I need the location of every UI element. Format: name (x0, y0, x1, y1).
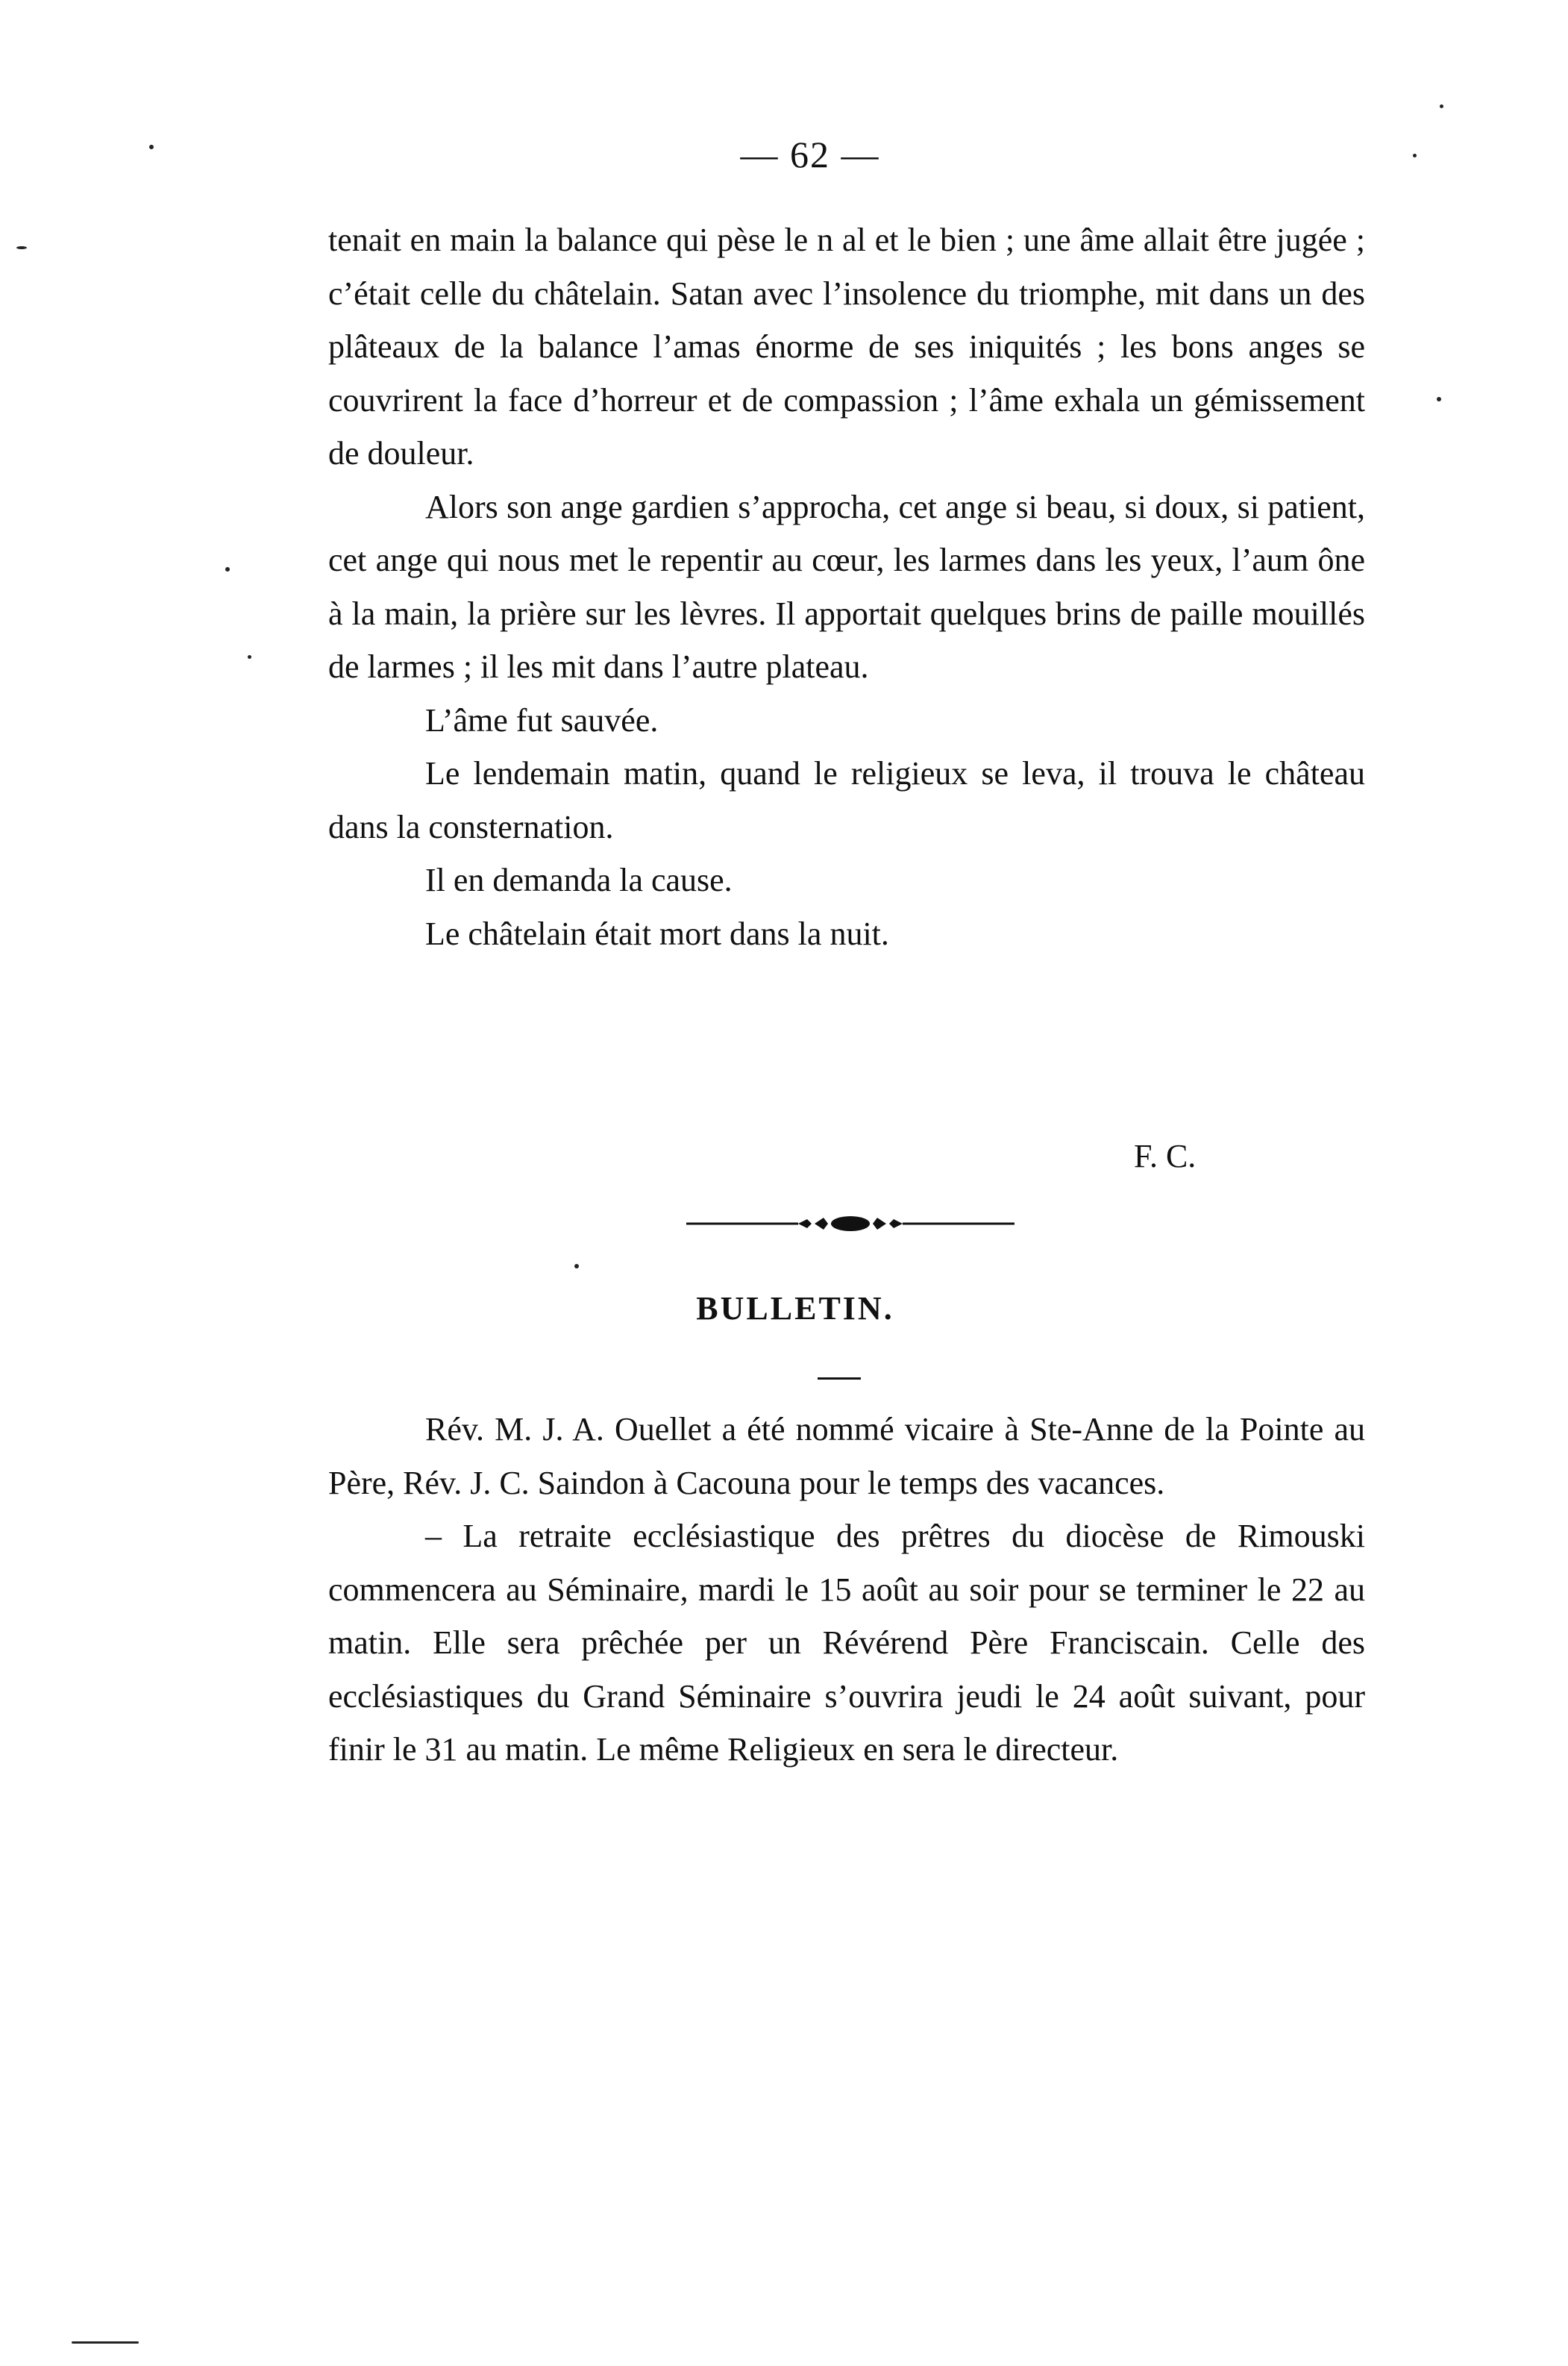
scan-speck (248, 655, 251, 659)
bulletin-paragraph: Rév. M. J. A. Ouellet a été nommé vicaire à Ste-Anne de la Pointe au Père, Rév. J. C. Saindon à Cacouna pour le temps des vacances. (328, 1411, 1365, 1501)
heading-rule (818, 1377, 861, 1380)
page-number: — 62 — (740, 134, 880, 175)
scan-speck (149, 145, 154, 149)
story-text (328, 213, 1365, 960)
scan-speck (72, 2341, 139, 2344)
scan-speck (1440, 104, 1443, 108)
scan-speck (225, 567, 230, 572)
ornamental-divider (686, 1209, 1015, 1239)
scan-speck (16, 246, 27, 249)
story-paragraph: L’âme fut sauvée. (425, 701, 659, 739)
scan-speck (574, 1264, 579, 1268)
story-paragraph: Le lendemain matin, quand le religieux se leva, il trouva le château dans la consternation. (328, 755, 1365, 845)
bulletin-paragraph: – La retraite ecclésiastique des prêtres du diocèse de Rimouski commencera au Séminaire, mardi le 15 août au soir pour se terminer le 22 au matin. Elle sera prêchée per un Révérend Père Franciscain. Celle des ecclésiastiques du Grand Séminaire s’ouvrira jeudi le 24 août suivant, pour finir le 31 au matin. Le même Religieux en sera le directeur. (328, 1518, 1365, 1768)
bulletin-heading: BULLETIN. (696, 1290, 894, 1327)
story-paragraph: Il en demanda la cause. (425, 862, 733, 898)
story-paragraph: tenait en main la balance qui pèse le n al et le bien ; une âme allait être jugée ; c’était celle du châtelain. Satan avec l’insolence du triomphe, mit dans un des plâteaux de la balance l’amas énorme de ses iniquités ; les bons anges se couvrirent la face d’horreur et de compassion ; l’âme exhala un gémissement de douleur. (328, 222, 1365, 472)
story-paragraph: Alors son ange gardien s’approcha, cet ange si beau, si doux, si patient, cet ange qui nous met le repentir au cœur, les larmes dans les yeux, l’aum ône à la main, la prière sur les lèvres. Il apportait quelques brins de paille mouillés de larmes ; il les mit dans l’autre plateau. (328, 488, 1365, 685)
author-signature: F. C. (1134, 1138, 1197, 1174)
scan-speck (1437, 397, 1441, 401)
bulletin-text (328, 1403, 1365, 1777)
scan-speck (1413, 154, 1417, 157)
story-paragraph: Le châtelain était mort dans la nuit. (425, 915, 889, 952)
